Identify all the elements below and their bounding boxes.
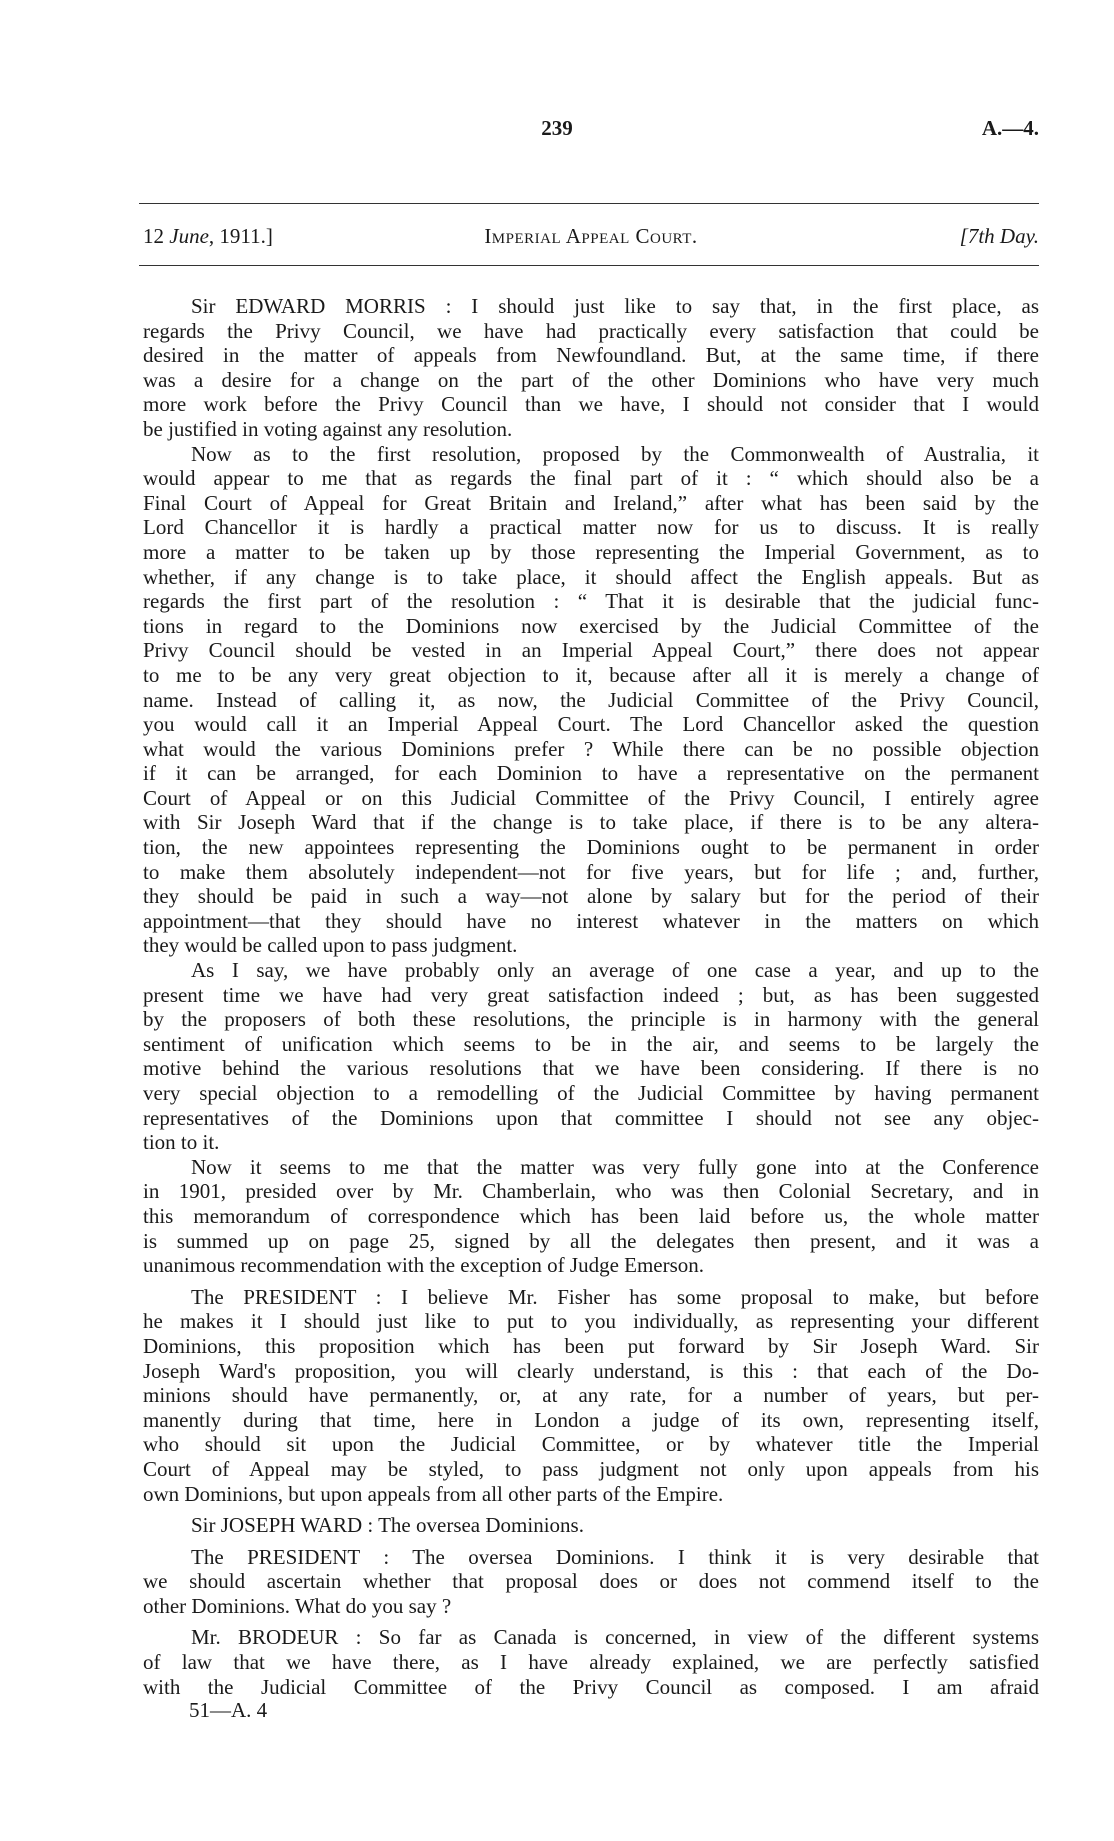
text-line: appointment—that they should have no interest whatever in the matters on which <box>143 908 1039 933</box>
text-line: unanimous recommendation with the exception of Judge Emerson. <box>143 1253 705 1278</box>
text-line: more work before the Privy Council than we have, I should not consider that I would <box>143 392 1039 417</box>
paragraph <box>143 1513 1039 1538</box>
text-line: Now it seems to me that the matter was very fully gone into at the Conference <box>191 1154 1039 1179</box>
date-year: , 1911.] <box>208 224 273 248</box>
text-line: by the proposers of both these resolutions, the principle is in harmony with the general <box>143 1007 1039 1032</box>
header-rule <box>139 265 1039 266</box>
text-line: with Sir Joseph Ward that if the change is to take place, if there is to be any altera- <box>143 810 1039 835</box>
text-line: we should ascertain whether that proposal does or does not commend itself to the <box>143 1569 1039 1594</box>
paragraph <box>143 1625 1039 1699</box>
text-line: motive behind the various resolutions that we have been considering. If there is no <box>143 1056 1039 1081</box>
text-line: present time we have had very great satisfaction indeed ; but, as has been suggested <box>143 982 1039 1007</box>
date-month: June <box>169 224 209 248</box>
paragraph <box>143 958 1039 1155</box>
header-day: [7th Day. <box>959 224 1039 248</box>
text-line: to me to be any very great objection to it, because after all it is merely a change of <box>143 662 1039 687</box>
text-line: to make them absolutely independent—not for five years, but for life ; and, further, <box>143 859 1039 884</box>
text-line: minions should have permanently, or, at any rate, for a number of years, but per- <box>143 1383 1039 1408</box>
text-line: regards the first part of the resolution : “ That it is desirable that the judicial func- <box>143 589 1039 614</box>
text-line: what would the various Dominions prefer ? While there can be no possible objection <box>143 736 1039 761</box>
text-line: very special objection to a remodelling of the Judicial Committee by having permanent <box>143 1081 1039 1105</box>
text-line: be justified in voting against any resolution. <box>143 416 513 441</box>
text-line: As I say, we have probably only an average of one case a year, and up to the <box>191 958 1039 983</box>
text-line: Lord Chancellor it is hardly a practical matter now for us to discuss. It is really <box>143 515 1039 540</box>
text-line: Court of Appeal or on this Judicial Committee of the Privy Council, I entirely agree <box>143 785 1039 810</box>
text-line: desired in the matter of appeals from Newfoundland. But, at the same time, if there <box>143 343 1039 368</box>
text-line: Sir JOSEPH WARD : The oversea Dominions. <box>191 1513 584 1538</box>
date-day: 12 <box>143 224 170 248</box>
text-line: representatives of the Dominions upon that committee I should not see any objec- <box>143 1105 1039 1130</box>
series-number: A.—4. <box>981 116 1039 140</box>
paragraph <box>143 294 1039 442</box>
header-title: Imperial Appeal Court. <box>484 224 698 248</box>
text-line: they should be paid in such a way—not alone by salary but for the period of their <box>143 884 1039 909</box>
text-line: Mr. BRODEUR : So far as Canada is concerned, in view of the different systems <box>191 1625 1039 1650</box>
text-line: if it can be arranged, for each Dominion to have a representative on the permanent <box>143 761 1039 786</box>
text-line: The PRESIDENT : The oversea Dominions. I think it is very desirable that <box>191 1544 1039 1569</box>
text-line: sentiment of unification which seems to be in the air, and seems to be largely the <box>143 1031 1039 1056</box>
text-line: of law that we have there, as I have already explained, we are perfectly satisfied <box>143 1650 1039 1675</box>
text-line: he makes it I should just like to put to you individually, as representing your different <box>143 1309 1039 1334</box>
top-rule <box>139 203 1039 204</box>
text-line: Privy Council should be vested in an Imperial Appeal Court,” there does not appear <box>143 638 1039 663</box>
paragraph <box>143 1285 1039 1506</box>
signature-mark: 51—A. 4 <box>189 1698 268 1722</box>
text-line: in 1901, presided over by Mr. Chamberlain, who was then Colonial Secretary, and in <box>143 1179 1039 1204</box>
text-line: this memorandum of correspondence which has been laid before us, the whole matter <box>143 1203 1039 1228</box>
text-line: Final Court of Appeal for Great Britain and Ireland,” after what has been said by the <box>143 490 1039 515</box>
text-line: who should sit upon the Judicial Committee, or by whatever title the Imperial <box>143 1432 1039 1457</box>
text-line: Joseph Ward's proposition, you will clearly understand, is this : that each of the Do- <box>143 1358 1039 1383</box>
text-line: they would be called upon to pass judgment. <box>143 933 518 958</box>
text-line: more a matter to be taken up by those representing the Imperial Government, as to <box>143 539 1039 564</box>
text-line: tions in regard to the Dominions now exercised by the Judicial Committee of the <box>143 613 1039 638</box>
page-number: 239 <box>541 116 573 140</box>
paragraph <box>143 442 1039 958</box>
text-line: would appear to me that as regards the final part of it : “ which should also be a <box>143 466 1039 491</box>
text-line: regards the Privy Council, we have had practically every satisfaction that could be <box>143 318 1039 343</box>
paragraph <box>143 1155 1039 1278</box>
text-line: manently during that time, here in London a judge of its own, representing itself, <box>143 1407 1039 1432</box>
text-line: own Dominions, but upon appeals from all other parts of the Empire. <box>143 1481 724 1506</box>
text-line: was a desire for a change on the part of the other Dominions who have very much <box>143 367 1039 392</box>
text-line: you would call it an Imperial Appeal Court. The Lord Chancellor asked the question <box>143 712 1039 737</box>
text-line: is summed up on page 25, signed by all the delegates then present, and it was a <box>143 1228 1039 1253</box>
text-line: tion to it. <box>143 1130 220 1155</box>
text-line: tion, the new appointees representing the Dominions ought to be permanent in order <box>143 835 1039 860</box>
text-line: name. Instead of calling it, as now, the Judicial Committee of the Privy Council, <box>143 687 1039 712</box>
text-line: with the Judicial Committee of the Privy Council as composed. I am afraid <box>143 1674 1039 1699</box>
paragraph <box>143 1545 1039 1619</box>
text-line: Court of Appeal may be styled, to pass judgment not only upon appeals from his <box>143 1456 1039 1481</box>
text-line: Sir EDWARD MORRIS : I should just like to say that, in the first place, as <box>191 294 1039 318</box>
text-line: whether, if any change is to take place, it should affect the English appeals. But as <box>143 564 1039 589</box>
text-line: Now as to the first resolution, proposed by the Commonwealth of Australia, it <box>191 441 1039 466</box>
document-body <box>143 294 1039 1699</box>
text-line: Dominions, this proposition which has been put forward by Sir Joseph Ward. Sir <box>143 1333 1039 1358</box>
text-line: The PRESIDENT : I believe Mr. Fisher has some proposal to make, but before <box>191 1284 1039 1309</box>
text-line: other Dominions. What do you say ? <box>143 1593 452 1618</box>
